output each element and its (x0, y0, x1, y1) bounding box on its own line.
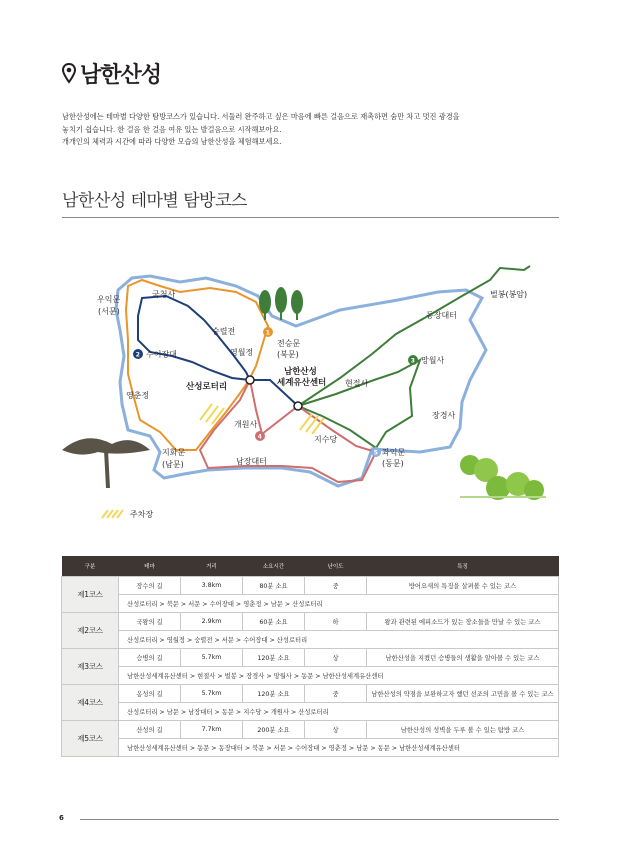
map-label: 남한산성 (284, 367, 317, 377)
table-row (62, 721, 559, 739)
map-label: 장경사 (432, 411, 456, 420)
intro-text (62, 111, 562, 149)
section-title: 남한산성 테마별 탐방코스 (62, 191, 247, 211)
map-label: 망월사 (421, 356, 445, 365)
course-route: 산성로터리 > 영월정 > 숭렬전 > 서문 > 수어장대 > 산성로터리 (119, 631, 559, 649)
map-label: 좌익문 (382, 448, 406, 457)
course-distance: 5.7km (181, 685, 243, 703)
table-row (62, 577, 559, 595)
course-level: 하 (305, 613, 367, 631)
course-feature: 왕과 관련된 에피소드가 있는 장소들을 만날 수 있는 코스 (367, 613, 559, 631)
table-row (62, 613, 559, 631)
route-course-1-2 (135, 296, 250, 380)
page-title: 남한산성 (80, 63, 162, 88)
course-feature: 남한산성을 지켰던 승병들의 생활을 알아볼 수 있는 코스 (367, 649, 559, 667)
course-theme: 옹성의 길 (119, 685, 181, 703)
course-time: 80분 소요 (243, 577, 305, 595)
parking-area (102, 404, 324, 518)
course-route: 산성로터리 > 북문 > 서문 > 수어장대 > 영춘정 > 남문 > 산성로터리 (119, 595, 559, 613)
course-distance: 5.7km (181, 649, 243, 667)
course-level: 상 (305, 649, 367, 667)
intro-line: 남한산성에는 테마별 다양한 탐방코스가 있습니다. 서둘러 완주하고 싶은 마음에 빠른 걸음으로 재촉하면 숨만 차고 멋진 광경을 (62, 112, 460, 121)
course-route: 남한산성세계유산센터 > 현절사 > 벌봉 > 장경사 > 망월사 > 동문 > 남한산성세계유산센터 (119, 667, 559, 685)
footer-divider (80, 819, 559, 820)
course-level: 중 (305, 577, 367, 595)
course-time: 120분 소요 (243, 649, 305, 667)
map-label: 숭렬전 (212, 327, 236, 336)
route-course-4 (200, 380, 376, 482)
map-label: 영월정 (230, 348, 254, 357)
course-time: 120분 소요 (243, 685, 305, 703)
map-label: 수어장대 (146, 350, 177, 359)
trail-map (0, 240, 619, 540)
map-label: 전승문 (277, 339, 301, 348)
column-header: 거리 (181, 556, 243, 577)
course-level: 중 (305, 685, 367, 703)
page-number: 6 (59, 814, 64, 822)
column-header: 테마 (119, 556, 181, 577)
table-row (62, 685, 559, 703)
course-table (61, 556, 559, 757)
course-name: 제4코스 (62, 685, 119, 721)
marker-1: 1 (265, 329, 270, 337)
section-divider (62, 217, 559, 218)
table-row (62, 649, 559, 667)
column-header: 난이도 (305, 556, 367, 577)
course-time: 60분 소요 (243, 613, 305, 631)
map-label: 지화문 (162, 448, 186, 457)
map-label: 개원사 (234, 420, 258, 429)
course-name: 제2코스 (62, 613, 119, 649)
marker-4: 4 (257, 433, 262, 441)
course-theme: 국왕의 길 (119, 613, 181, 631)
course-feature: 남한산성의 성벽을 두루 볼 수 있는 탐방 코스 (367, 721, 559, 739)
intro-line: 놓치기 쉽습니다. 한 걸음 한 걸음 여유 있는 발걸음으로 시작해보아요. (62, 124, 282, 134)
column-header: 구분 (62, 556, 119, 577)
course-level: 상 (305, 721, 367, 739)
course-name: 제3코스 (62, 649, 119, 685)
map-label: (북문) (277, 350, 299, 359)
location-pin-icon (62, 63, 76, 85)
course-distance: 2.9km (181, 613, 243, 631)
table-row (62, 739, 559, 757)
page-header (62, 58, 161, 89)
course-feature: 방어요새의 특징을 살펴볼 수 있는 코스 (367, 577, 559, 595)
table-row (62, 595, 559, 613)
intro-line: 개개인의 체력과 시간에 따라 다양한 모습의 남한산성을 체험해보세요. (62, 137, 282, 146)
map-label: 현절사 (345, 379, 369, 388)
column-header: 특징 (367, 556, 559, 577)
map-label: 남장대터 (236, 457, 267, 466)
table-row (62, 703, 559, 721)
map-label: 영춘정 (126, 391, 150, 400)
shrub-icon (460, 455, 546, 500)
pine-tree-icon (62, 438, 150, 488)
map-label: (서문) (98, 307, 120, 316)
table-row (62, 667, 559, 685)
marker-3: 3 (410, 357, 415, 365)
table-row (62, 631, 559, 649)
map-label: 우익문 (97, 295, 121, 304)
course-theme: 장수의 길 (119, 577, 181, 595)
marker-5: 5 (373, 449, 378, 457)
tree-icon (259, 287, 303, 320)
marker-2: 2 (135, 351, 140, 359)
course-route: 남한산성세계유산센터 > 동문 > 동장대터 > 북문 > 서문 > 수어장대 > 영춘정 > 남문 > 동문 > 남한산성세계유산센터 (119, 739, 559, 757)
map-label: 벌봉(봉암) (490, 290, 528, 299)
legend-parking-label: 주차장 (130, 510, 154, 519)
map-label: 지수당 (314, 435, 338, 444)
course-theme: 산성의 길 (119, 721, 181, 739)
map-label: 세계유산센터 (277, 378, 327, 388)
map-label: (동문) (382, 459, 404, 468)
map-label: 동장대터 (426, 311, 457, 320)
column-header: 소요시간 (243, 556, 305, 577)
course-feature: 남한산성의 약점을 보완하고자 했던 선조의 고민을 볼 수 있는 코스 (367, 685, 559, 703)
course-time: 200분 소요 (243, 721, 305, 739)
course-name: 제5코스 (62, 721, 119, 757)
course-distance: 7.7km (181, 721, 243, 739)
course-distance: 3.8km (181, 577, 243, 595)
map-label: 국청사 (152, 290, 176, 299)
table-header-row (62, 556, 559, 577)
course-name: 제1코스 (62, 577, 119, 613)
map-label: (남문) (162, 460, 184, 469)
course-route: 산성로터리 > 남문 > 남장대터 > 동문 > 지수당 > 개원사 > 산성로터리 (119, 703, 559, 721)
map-label: 산성로터리 (186, 382, 228, 392)
course-theme: 승병의 길 (119, 649, 181, 667)
